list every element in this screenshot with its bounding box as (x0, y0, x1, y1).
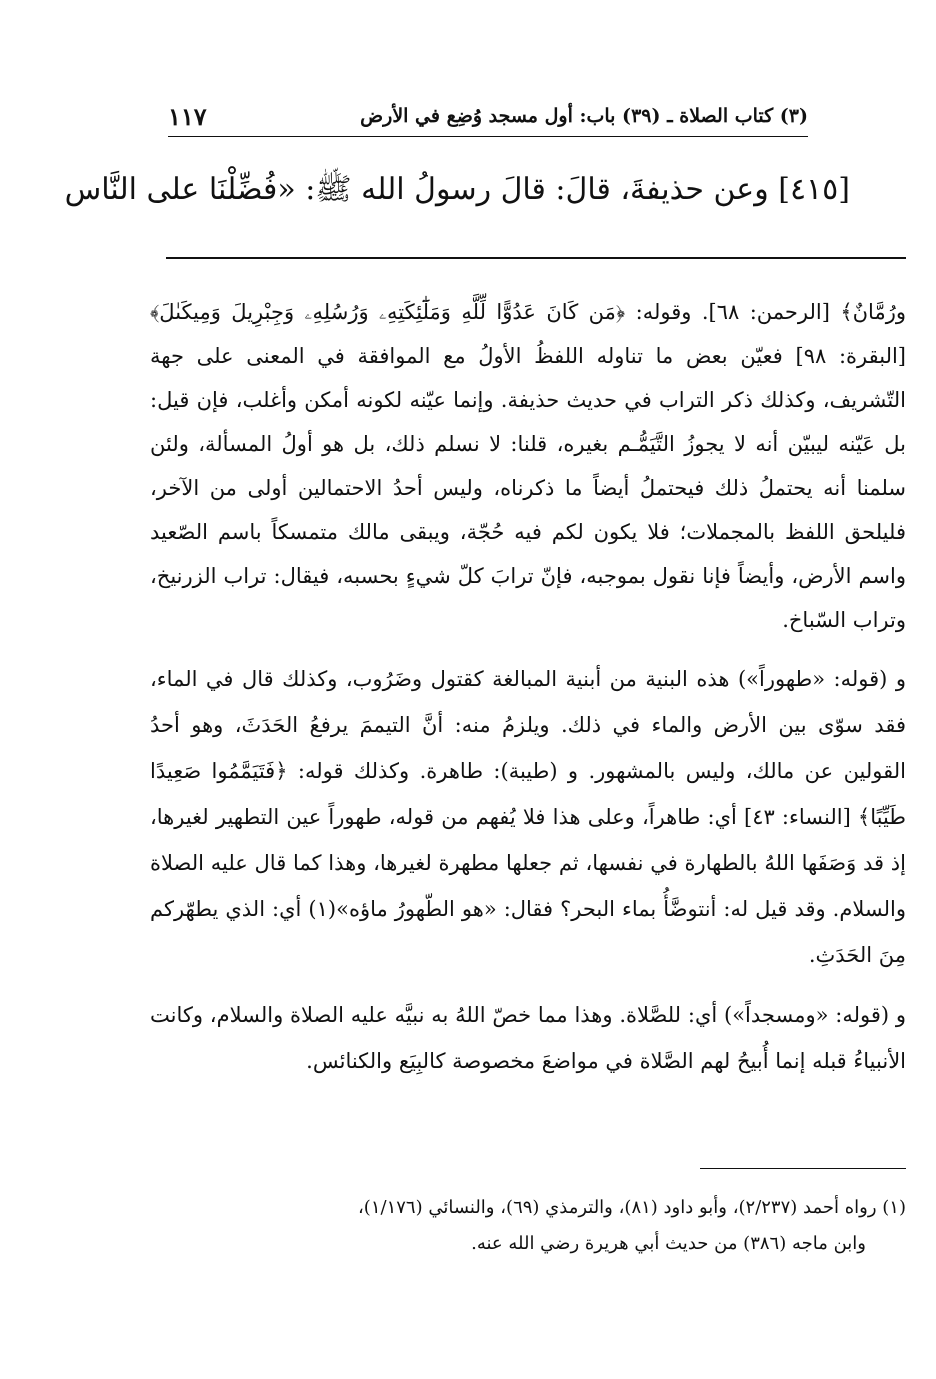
footnote: (١) رواه أحمد (٢/٢٣٧)، وأبو داود (٨١)، والترمذي (٦٩)، والنسائي (١/١٧٦)، (358, 1197, 906, 1218)
running-header (168, 96, 808, 137)
paragraph: ورُمَّانٌ﴾ [الرحمن: ٦٨]. وقوله: ﴿مَن كَانَ عَدُوًّا لِّلَّهِ وَمَلَٰٓئِكَتِهِۦ وَرُسُلِهِۦ وَجِبْرِيلَ وَمِيكَىٰلَ﴾ [البقرة: ٩٨] فعيّن بعض ما تناوله اللفظُ الأولُ مع الموافقة في المعنى على جهة التّشريف، وكذلك ذكر التراب في حديث حذيفة. وإنما عيّنه لكونه أمكن وأغلب، فإن قيل: بل عَيّنه ليبيّن أنه لا يجوزُ التَّيَمُّـم بغيره، قلنا: لا نسلم ذلك، بل هو أولُ المسألة، ولئن سلمنا أنه يحتملُ ذلك فيحتملُ أيضاً ما ذكرناه، وليس أحدُ الاحتمالين أولى من الآخر، فليلحق اللفظ بالمجملات؛ فلا يكون لكم فيه حُجّة، ويبقى مالك متمسكاً باسم الصّعيد واسم الأرض، وأيضاً فإنا نقول بموجبه، فإنّ ترابَ كلّ شيءٍ بحسبه، فيقال: تراب الزرنيخ، وتراب السّباخ. (150, 300, 906, 632)
commentary-body (150, 290, 906, 1084)
footnotes (150, 1190, 906, 1262)
footnote-divider (700, 1168, 906, 1169)
paragraph: و (قوله: «ومسجداً») أي: للصَّلاة. وهذا مما خصّ اللهُ به نبيَّه عليه الصلاة والسلام، وكانت الأنبياءُ قبله إنما أُبيحُ لهم الصَّلاة في مواضعَ مخصوصة كالبِيَع والكنائس. (150, 1003, 906, 1073)
chapter-title: (٣) كتاب الصلاة ـ (٣٩) باب: أول مسجد وُضِع في الأرض (360, 105, 808, 127)
hadith-text: [٤١٥] وعن حذيفةَ، قالَ: قالَ رسولُ الله ﷺ: «فُضِّلْنَا على النَّاس (64, 172, 850, 207)
paragraph: و (قوله: «طهوراً») هذه البنية من أبنية المبالغة كقتول وضَرُوب، وكذلك قال في الماء، فقد سوّى بين الأرض والماء في ذلك. ويلزمُ منه: أنَّ التيممَ يرفعُ الحَدَثَ، وهو أحدُ القولين عن مالك، وليس بالمشهور. و (طيبة): طاهرة. وكذلك قوله: ﴿فَتَيَمَّمُوا صَعِيدًا طَيِّبًا﴾ [النساء: ٤٣] أي: طاهراً، وعلى هذا فلا يُفهم من قوله، طهوراً عين التطهير لغيرها، إذ قد وَصَفَها اللهُ بالطهارة في نفسها، ثم جعلها مطهرة لغيرها، وهذا كما قال عليه الصلاة والسلام. وقد قيل له: أنتوضَّأُ بماء البحر؟ فقال: «هو الطّهورُ ماؤه»(١) أي: الذي يطهّركم مِنَ الحَدَثِ. (150, 667, 906, 967)
hadith-divider (166, 257, 906, 259)
footnote-continuation: وابن ماجه (٣٨٦) من حديث أبي هريرة رضي الله عنه. (471, 1233, 866, 1254)
page-number: ١١٧ (168, 101, 207, 131)
